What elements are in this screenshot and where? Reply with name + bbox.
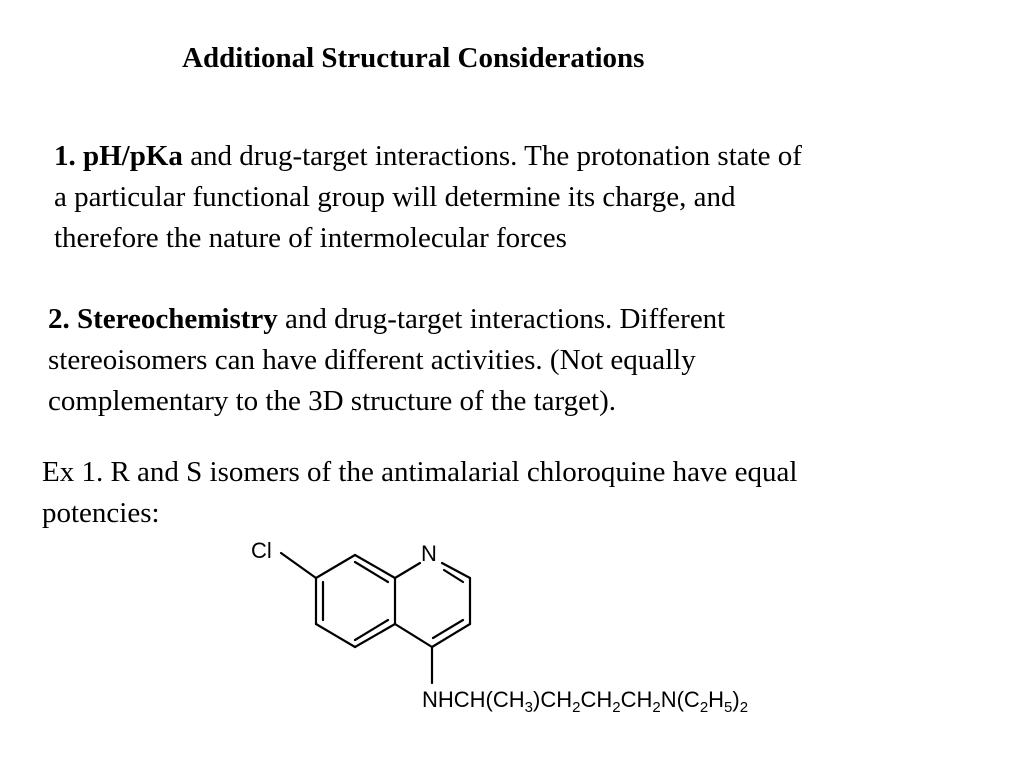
slide-title: Additional Structural Considerations	[182, 42, 645, 74]
point-2-line-3: complementary to the 3D structure of the target).	[48, 385, 616, 417]
example-1-line-2: potencies:	[42, 497, 160, 529]
chloroquine-bonds	[281, 553, 470, 683]
nitrogen-label: N	[421, 541, 437, 566]
point-1-line-1-text: and drug-target interactions. The protonation state of	[182, 140, 802, 172]
double-bond-inner	[433, 620, 463, 638]
point-1-line-3: therefore the nature of intermolecular forces	[54, 222, 567, 254]
bond	[395, 563, 420, 578]
bond	[316, 624, 355, 647]
bond	[395, 624, 432, 647]
cl-bond	[281, 553, 316, 578]
bond	[316, 555, 355, 578]
point-1-line-2: a particular functional group will determine its charge, and	[54, 181, 736, 213]
point-1-heading: 1. pH/pKa	[54, 140, 183, 172]
point-2-line-1-text: and drug-target interactions. Different	[277, 303, 726, 335]
chlorine-label: Cl	[251, 538, 272, 563]
point-2-heading: 2. Stereochemistry	[48, 303, 278, 335]
side-chain-formula: $NHCH(CH_3)CH_2CH_2CH_2N(C_2H_5)_2$	[422, 687, 749, 716]
example-1-line-1: Ex 1. R and S isomers of the antimalarial chloroquine have equal	[42, 456, 798, 488]
point-2-line-2: stereoisomers can have different activities. (Not equally	[48, 344, 696, 376]
